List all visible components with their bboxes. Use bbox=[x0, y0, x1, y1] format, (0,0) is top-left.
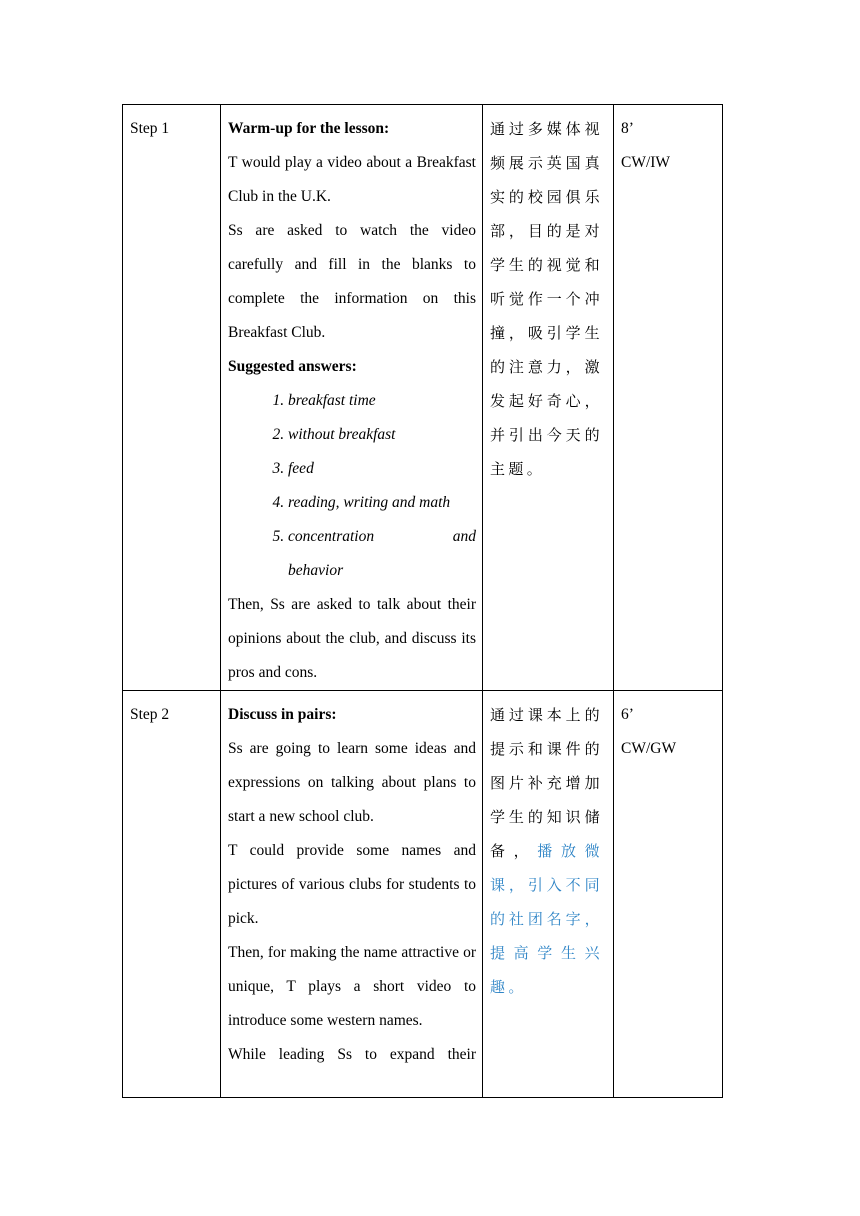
purpose-text: 通过多媒体视频展示英国真实的校园俱乐部，目的是对学生的视觉和听觉作一个冲撞，吸引学生的注意力，激发起好奇心，并引出今天的主题。 bbox=[490, 120, 603, 478]
time-value: 8’ bbox=[621, 120, 634, 137]
table-row bbox=[123, 691, 723, 1098]
activity-cell bbox=[221, 691, 483, 1098]
step-label: Step 1 bbox=[130, 120, 170, 137]
activity-heading: Warm-up for the lesson: bbox=[228, 120, 390, 137]
purpose-text-highlight: 播放微课，引入不同的社团名字，提高学生兴趣。 bbox=[490, 842, 603, 996]
list-item: 3. feed bbox=[288, 452, 476, 486]
table-row bbox=[123, 105, 723, 691]
purpose-text bbox=[490, 698, 607, 1004]
answers-list bbox=[228, 384, 476, 588]
activity-heading: Discuss in pairs: bbox=[228, 706, 337, 723]
activity-paragraph: Ss are asked to watch the video carefully and fill in the blanks to complete the information on this Breakfast Club. bbox=[228, 222, 476, 341]
step-cell bbox=[123, 691, 221, 1098]
activity-cell bbox=[221, 105, 483, 691]
list-item: 4. reading, writing and math bbox=[288, 486, 476, 520]
mode-value: CW/GW bbox=[621, 740, 677, 757]
activity-paragraph: Then, Ss are asked to talk about their opinions about the club, and discuss its pros and cons. bbox=[228, 596, 476, 681]
purpose-cell bbox=[483, 691, 614, 1098]
activity-paragraph: While leading Ss to expand their bbox=[228, 1046, 476, 1063]
list-item: 1. breakfast time bbox=[288, 384, 476, 418]
activity-paragraph: T could provide some names and pictures of various clubs for students to pick. bbox=[228, 842, 476, 927]
list-item: 2. without breakfast bbox=[288, 418, 476, 452]
time-cell bbox=[614, 105, 723, 691]
time-cell bbox=[614, 691, 723, 1098]
activity-paragraph: Then, for making the name attractive or unique, T plays a short video to introduce some western names. bbox=[228, 944, 476, 1029]
time-value: 6’ bbox=[621, 706, 634, 723]
purpose-text-black: 通过课本上的提示和课件的图片补充增加学生的知识储备， bbox=[490, 706, 603, 860]
lesson-plan-table bbox=[122, 104, 723, 1098]
activity-paragraph: Ss are going to learn some ideas and expressions on talking about plans to start a new school club. bbox=[228, 740, 476, 825]
step-label: Step 2 bbox=[130, 706, 170, 723]
answers-heading: Suggested answers: bbox=[228, 358, 357, 375]
activity-paragraph: T would play a video about a Breakfast Club in the U.K. bbox=[228, 154, 476, 205]
mode-value: CW/IW bbox=[621, 154, 671, 171]
purpose-cell bbox=[483, 105, 614, 691]
list-item: 5. concentration and behavior bbox=[288, 520, 476, 588]
step-cell bbox=[123, 105, 221, 691]
